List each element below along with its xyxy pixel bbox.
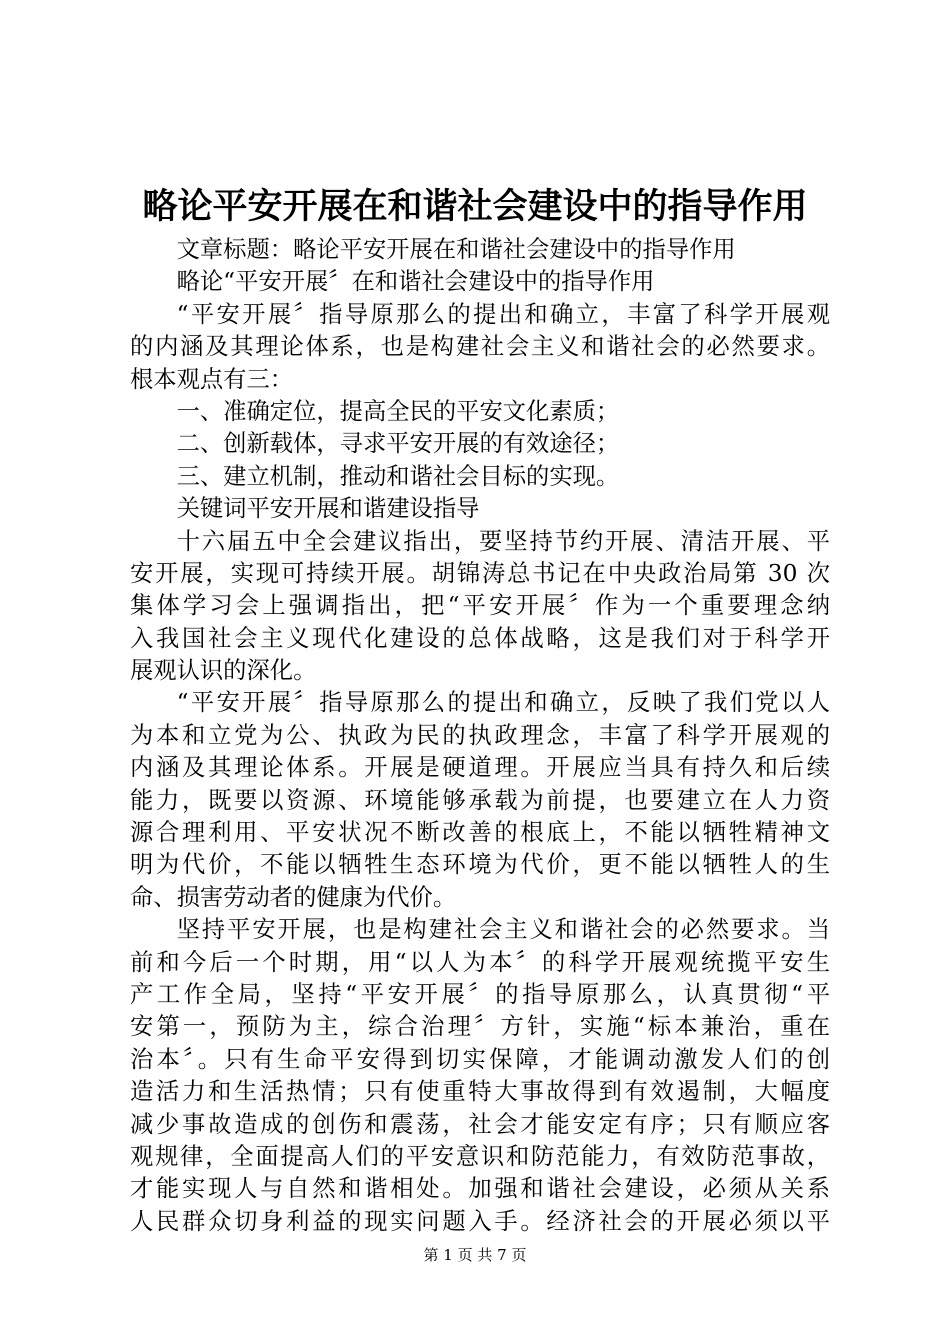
point-three: 三、建立机制，推动和谐社会目标的实现。	[176, 462, 620, 490]
text-line: 展观认识的深化。	[130, 657, 317, 685]
text-line: 安开展，实现可持续开展。胡锦涛总书记在中央政治局第 30 次	[130, 559, 830, 587]
keywords-line: 关键词平安开展和谐建设指导	[176, 495, 480, 523]
text-line: 才能实现人与自然和谐相处。加强和谐社会建设，必须从关系	[130, 1175, 830, 1203]
text-line: “平安开展〞指导原那么的提出和确立，丰富了科学开展观	[176, 300, 830, 328]
document-body	[130, 234, 830, 1238]
text-line: 治本〞。只有生命平安得到切实保障，才能调动激发人们的创	[130, 1045, 830, 1073]
text-line: 人民群众切身利益的现实问题入手。经济社会的开展必须以平	[130, 1207, 830, 1235]
text-line: 前和今后一个时期，用“以人为本〞的科学开展观统揽平安生	[130, 948, 830, 976]
subtitle-line: 略论“平安开展〞在和谐社会建设中的指导作用	[176, 268, 655, 296]
text-line: 内涵及其理论体系。开展是硬道理。开展应当具有持久和后续	[130, 754, 830, 782]
text-line: 入我国社会主义现代化建设的总体战略，这是我们对于科学开	[130, 624, 830, 652]
text-line: 产工作全局，坚持“平安开展〞的指导原那么，认真贯彻“平	[130, 980, 830, 1008]
text-line: 造活力和生活热情；只有使重特大事故得到有效遏制，大幅度	[130, 1078, 830, 1106]
text-line: 根本观点有三：	[130, 365, 294, 393]
text-line: 安第一，预防为主，综合治理〞方针，实施“标本兼治，重在	[130, 1013, 830, 1041]
text-line: 能力，既要以资源、环境能够承载为前提，也要建立在人力资	[130, 786, 830, 814]
text-line: 十六届五中全会建议指出，要坚持节约开展、清洁开展、平	[176, 527, 830, 555]
text-line: 坚持平安开展，也是构建社会主义和谐社会的必然要求。当	[176, 916, 830, 944]
text-line: 命、损害劳动者的健康为代价。	[130, 883, 457, 911]
text-line: 观规律，全面提高人们的平安意识和防范能力，有效防范事故，	[130, 1142, 830, 1170]
text-line: 集体学习会上强调指出，把“平安开展〞作为一个重要理念纳	[130, 592, 830, 620]
text-line: 源合理利用、平安状况不断改善的根底上，不能以牺牲精神文	[130, 819, 830, 847]
text-line: “平安开展〞指导原那么的提出和确立，反映了我们党以人	[176, 689, 830, 717]
page-footer: 第 1 页 共 7 页	[423, 1246, 527, 1264]
text-line: 的内涵及其理论体系，也是构建社会主义和谐社会的必然要求。	[130, 333, 830, 361]
point-two: 二、创新载体，寻求平安开展的有效途径；	[176, 430, 620, 458]
point-one: 一、准确定位，提高全民的平安文化素质；	[176, 397, 620, 425]
text-line: 明为代价，不能以牺牲生态环境为代价，更不能以牺牲人的生	[130, 851, 830, 879]
text-line: 减少事故造成的创伤和震荡，社会才能安定有序；只有顺应客	[130, 1110, 830, 1138]
text-line: 为本和立党为公、执政为民的执政理念，丰富了科学开展观的	[130, 721, 830, 749]
heading-line: 文章标题：略论平安开展在和谐社会建设中的指导作用	[176, 236, 736, 263]
document-title: 略论平安开展在和谐社会建设中的指导作用	[142, 186, 808, 227]
